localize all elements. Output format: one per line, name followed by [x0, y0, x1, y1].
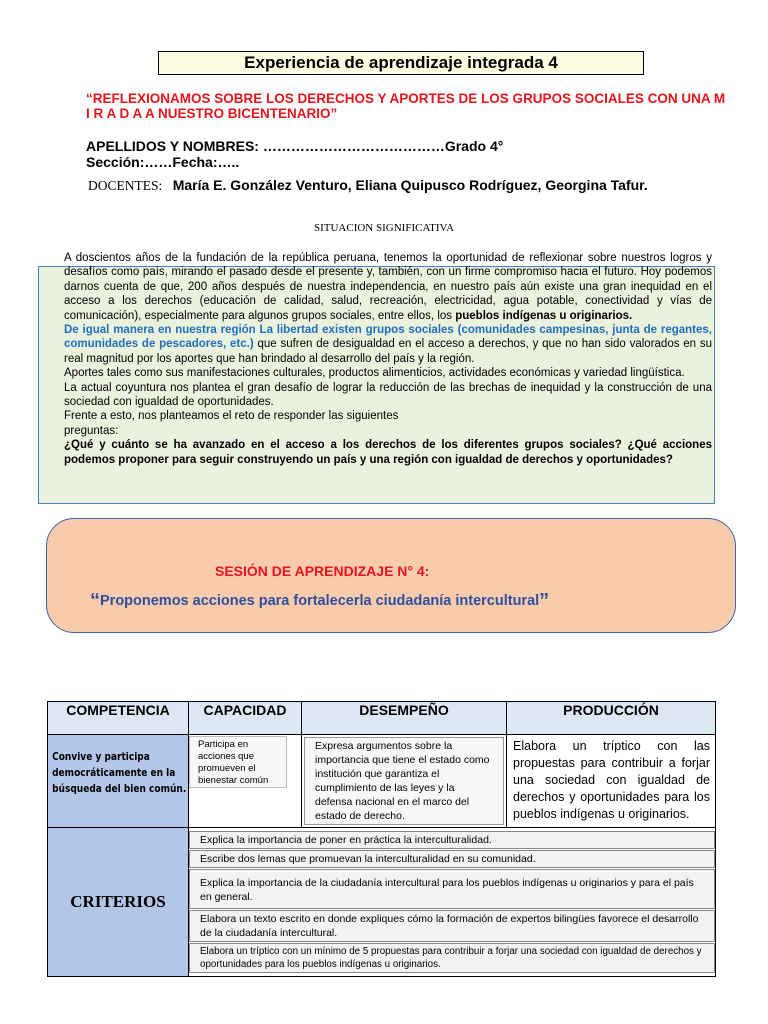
- criterios-row: [48, 828, 716, 977]
- produccion-text: Elabora un tríptico con las propuestas para contribuir a forjar una sociedad con igualdad de derechos y oportunidades para los pueblos indígenas u originarios.: [513, 739, 710, 821]
- criterio-item: Elabora un tríptico con un mínimo de 5 propuestas para contribuir a forjar una sociedad con igualdad de derechos y oportunidades para los pueblos indígenas u originarios.: [189, 943, 715, 973]
- situacion-text: [64, 251, 712, 467]
- situacion-paragraph-1: [64, 251, 712, 323]
- criterios-list: [189, 828, 716, 977]
- names-line: APELLIDOS Y NOMBRES: …………………………………Grado 4°: [86, 138, 504, 154]
- situacion-title: SITUACION SIGNIFICATIVA: [313, 222, 455, 234]
- close-quote: ”: [539, 590, 550, 612]
- desempeno-text: Expresa argumentos sobre la importancia que tiene el estado como institución que garantiza el cumplimiento de las leyes y la defensa nacional en el marco del estado de derecho.: [304, 737, 504, 825]
- produccion-cell: [507, 735, 716, 828]
- capacidad-text: Participa en acciones que promueven el bienestar común: [189, 736, 287, 788]
- session-title: SESIÓN DE APRENDIZAJE N° 4:: [215, 563, 430, 579]
- desempeno-cell: [302, 735, 507, 828]
- table-row: [48, 735, 716, 828]
- document-title: Experiencia de aprendizaje integrada 4: [158, 51, 644, 75]
- situacion-paragraph-6: preguntas:: [64, 424, 119, 437]
- criterio-item: Explica la importancia de poner en práctica la interculturalidad.: [189, 831, 715, 849]
- paragraph-2-text: que sufren de desigualdad en el acceso a derechos, y que no han sido valorados en su real magnitud por los aportes que han brindado al desarrollo del país y la región.: [64, 338, 712, 365]
- section-date-line: Sección:……Fecha:…..: [86, 154, 240, 170]
- situacion-paragraph-2: [64, 323, 712, 366]
- criterio-item: Explica la importancia de la ciudadanía intercultural para los pueblos indígenas u originarios y para el país en general.: [189, 869, 715, 909]
- competency-table: [47, 701, 716, 977]
- situacion-questions: ¿Qué y cuánto se ha avanzado en el acceso a los derechos de los diferentes grupos sociales? ¿Qué acciones podemos proponer para seguir construyendo un país y una región con igualdad de derechos y oportunidades?: [64, 439, 712, 466]
- header-produccion: PRODUCCIÓN: [507, 702, 716, 735]
- paragraph-1-text: A doscientos años de la fundación de la república peruana, tenemos la oportunidad de reflexionar sobre nuestros logros y desafíos como país, mirando el pasado desde el presente y, también, con un firme compromiso hacia el futuro. Hoy podemos darnos cuenta de que, 200 años después de nuestra independencia, en nuestro país aún existe una gran inequidad en el acceso a los derechos (educación de calidad, salud, recreación, electricidad, agua potable, conectividad y vías de comunicación), especialmente para algunos grupos sociales, entre ellos, los: [64, 252, 712, 322]
- experience-heading: “REFLEXIONAMOS SOBRE LOS DERECHOS Y APORTES DE LOS GRUPOS SOCIALES CON UNA M I R A D A A NUESTRO BICENTENARIO”: [86, 91, 726, 121]
- session-subtitle-line: [90, 590, 549, 613]
- criterio-item: Elabora un texto escrito en donde expliques cómo la formación de expertos bilingües favorece el desarrollo de la ciudadanía intercultural.: [189, 910, 715, 942]
- docentes-line: [88, 177, 648, 195]
- situacion-paragraph-5: Frente a esto, nos planteamos el reto de responder las siguientes: [64, 410, 399, 423]
- paragraph-1-bold: pueblos indígenas u originarios.: [455, 309, 633, 322]
- session-subtitle: Proponemos acciones para fortalecerla ciudadanía intercultural: [100, 593, 540, 609]
- capacidad-cell: [189, 735, 302, 828]
- open-quote: “: [90, 590, 100, 612]
- situacion-paragraph-4: La actual coyuntura nos plantea el gran desafío de lograr la reducción de las brechas de inequidad y la construcción de una sociedad con igualdad de oportunidades.: [64, 381, 712, 409]
- criterios-label: CRITERIOS: [48, 828, 189, 977]
- competencia-text: Convive y participa democráticamente en la búsqueda del bien común.: [52, 750, 187, 795]
- docentes-names: María E. González Venturo, Eliana Quipusco Rodríguez, Georgina Tafur.: [172, 177, 648, 193]
- header-desempeno: DESEMPEÑO: [302, 702, 507, 735]
- situacion-paragraph-3: Aportes tales como sus manifestaciones culturales, productos alimenticios, actividades económicas y variedad lingüística.: [64, 367, 685, 380]
- header-capacidad: CAPACIDAD: [189, 702, 302, 735]
- table-header-row: [48, 702, 716, 735]
- header-competencia: COMPETENCIA: [48, 702, 189, 735]
- competencia-cell: [48, 735, 189, 828]
- docentes-label: DOCENTES:: [88, 178, 163, 193]
- paragraph-2-blue: De igual manera en nuestra región La libertad existen grupos sociales (comunidades campesinas, junta de regantes, comunidades de pescadores, etc.): [64, 324, 712, 351]
- criterio-item: Escribe dos lemas que promuevan la interculturalidad en su comunidad.: [189, 850, 715, 868]
